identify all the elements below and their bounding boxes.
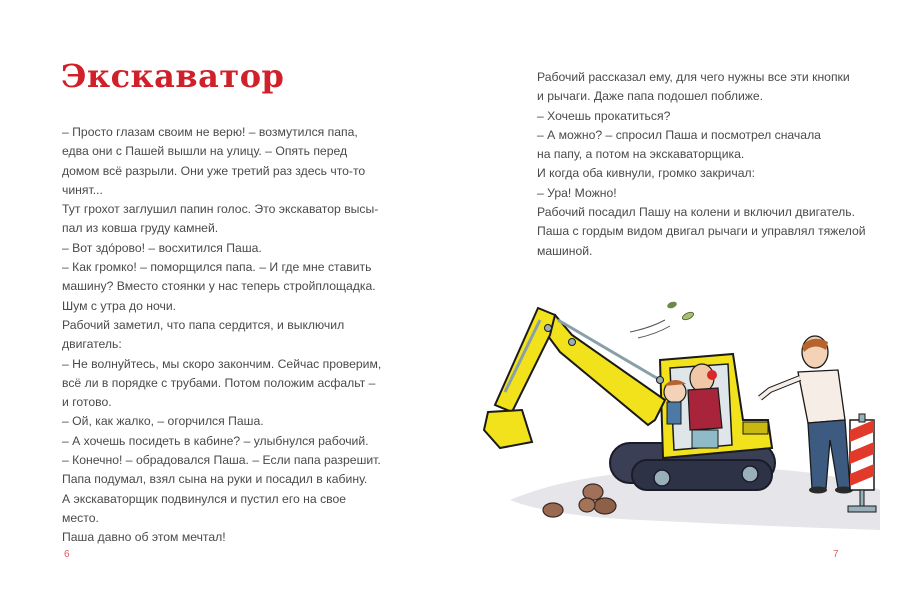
text-line: – Вот здо́рово! – восхитился Паша. [62,240,262,255]
text-line: место. [62,510,99,525]
chapter-title: Экскаватор [61,57,285,95]
text-line: машину? Вместо стоянки у нас теперь стройплощадка. [62,279,376,294]
excavator-boom [495,308,665,425]
text-line: А экскаваторщик подвинулся и пустил его на свое [62,491,347,506]
text-line: Рабочий заметил, что папа сердится, и выключил [62,317,345,332]
text-line: Папа подумал, взял сына на руки и посадил в кабину. [62,472,368,487]
text-line: – Не волнуйтесь, мы скоро закончим. Сейчас проверим, [62,356,382,371]
text-line: всё ли в порядке с трубами. Потом положим асфальт – [62,375,376,390]
text-line: Паша давно об этом мечтал! [62,530,226,545]
text-line: – Просто глазам своим не верю! – возмутился папа, [62,125,358,139]
excavator-illustration [460,280,890,535]
text-line: Шум с утра до ночи. [62,298,177,313]
text-line: – Ой, как жалко, – огорчился Паша. [62,414,264,429]
text-line: едва они с Пашей вышли на улицу. – Опять перед [62,144,348,159]
text-line: И когда оба кивнули, громко закричал: [537,166,755,181]
text-line: и рычаги. Даже папа подошел поближе. [537,89,764,104]
text-line: пал из ковша груду камней. [62,221,219,236]
text-line: Тут грохот заглушил папин голос. Это экскаватор высы- [62,202,379,217]
text-line: – Хочешь прокатиться? [537,108,671,123]
text-line: чинят... [62,182,103,197]
text-line: – Как громко! – поморщился папа. – И где мне ставить [62,260,372,275]
text-line: машиной. [537,243,593,258]
text-line: двигатель: [62,337,122,352]
leaves-icon [630,300,695,338]
text-line: Рабочий посадил Пашу на колени и включил двигатель. [537,205,856,220]
right-page-text [537,68,877,261]
text-line: и готово. [62,395,112,410]
text-line: – А хочешь посидеть в кабине? – улыбнулся рабочий. [62,433,369,448]
text-line: – А можно? – спросил Паша и посмотрел сначала [537,127,821,142]
text-line: домом всё разрыли. Они уже третий раз здесь что-то [62,163,366,178]
text-line: – Ура! Можно! [537,185,617,200]
page-number-left: 6 [64,549,70,560]
page-number-right: 7 [833,549,839,560]
text-line: на папу, а потом на экскаваторщика. [537,147,745,162]
excavator-bucket [484,410,532,448]
text-line: Паша с гордым видом двигал рычаги и управлял тяжелой [537,224,866,239]
left-page-text [62,123,402,548]
text-line: – Конечно! – обрадовался Паша. – Если папа разрешит. [62,453,381,468]
text-line: Рабочий рассказал ему, для чего нужны все эти кнопки [537,70,850,84]
